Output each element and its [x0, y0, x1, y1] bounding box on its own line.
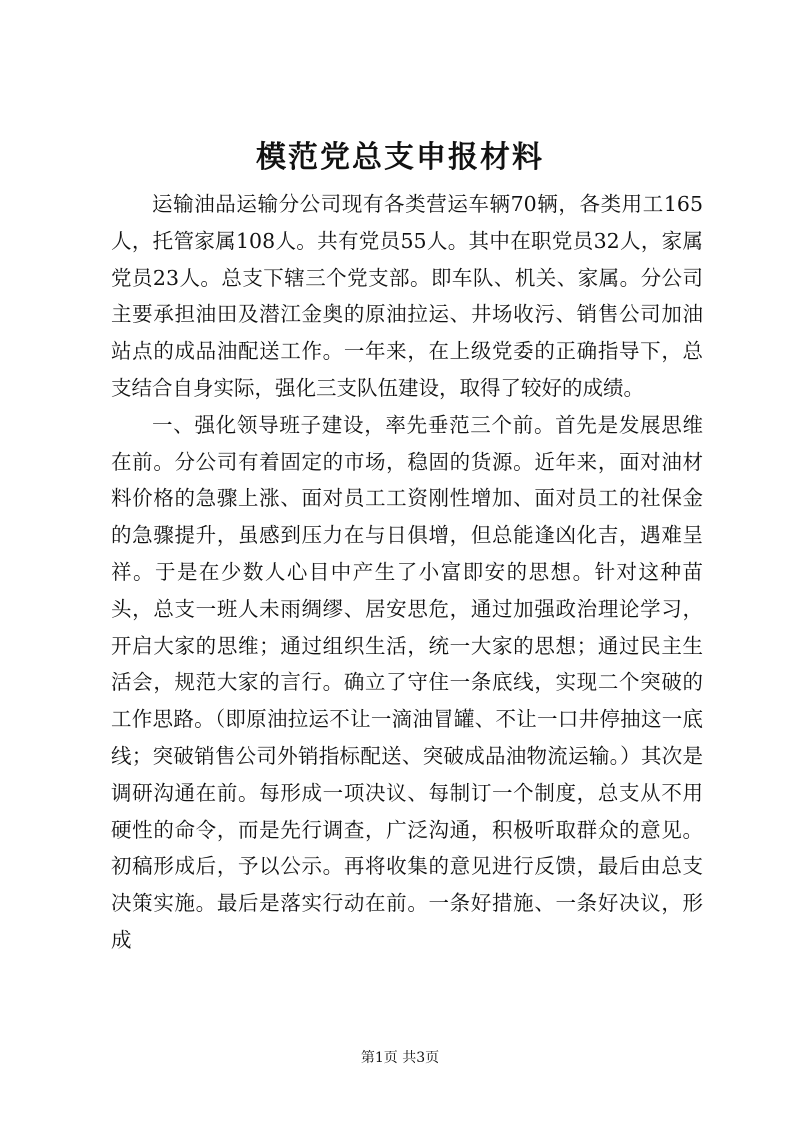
paragraph-1: 运输油品运输分公司现有各类营运车辆70辆，各类用工165人，托管家属108人。共有党员55人。其中在职党员32人，家属党员23人。总支下辖三个党支部。即车队、机关、家属。分公司主要承担油田及潜江金奥的原油拉运、井场收污、销售公司加油站点的成品油配送工作。一年来，在上级党委的正确指导下，总支结合自身实际，强化三支队伍建设，取得了较好的成绩。	[111, 192, 703, 400]
page-footer: 第1页 共3页	[360, 1050, 440, 1066]
document-title: 模范党总支申报材料	[256, 140, 544, 175]
paragraph-2: 一、强化领导班子建设，率先垂范三个前。首先是发展思维在前。分公司有着固定的市场，稳固的货源。近年来，面对油材料价格的急骤上涨、面对员工工资刚性增加、面对员工的社保金的急骤提升，虽感到压力在与日俱增，但总能逢凶化吉，遇难呈祥。于是在少数人心目中产生了小富即安的思想。针对这种苗头，总支一班人未雨绸缪、居安思危，通过加强政治理论学习，开启大家的思维；通过组织生活，统一大家的思想；通过民主生活会，规范大家的言行。确立了守住一条底线，实现二个突破的工作思路。（即原油拉运不让一滴油冒罐、不让一口井停抽这一底线；突破销售公司外销指标配送、突破成品油物流运输。）其次是调研沟通在前。每形成一项决议、每制订一个制度，总支从不用硬性的命令，而是先行调查，广泛沟通，积极听取群众的意见。初稿形成后，予以公示。再将收集的意见进行反馈，最后由总支决策实施。最后是落实行动在前。一条好措施、一条好决议，形成	[111, 412, 703, 952]
document-body	[111, 186, 703, 959]
